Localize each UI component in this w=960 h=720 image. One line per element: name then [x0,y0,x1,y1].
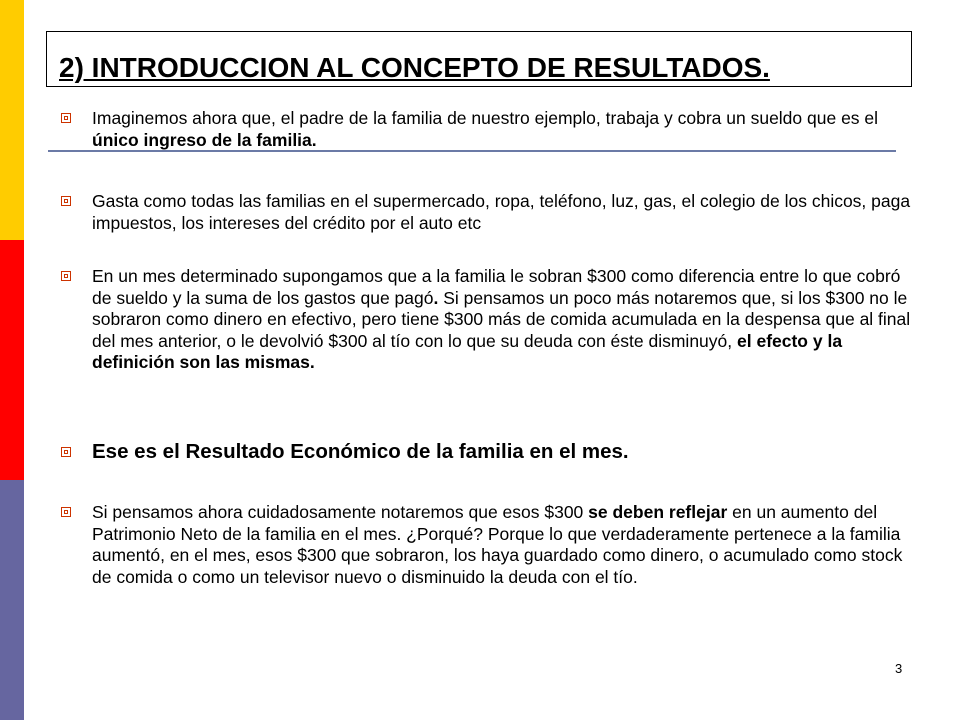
bullet-text: Imaginemos ahora que, el padre de la familia de nuestro ejemplo, trabaja y cobra un sueldo que es el [92,108,879,128]
bullet-item-3 [92,266,912,374]
bullet-text: Si pensamos un poco más notaremos que, si los $300 no le sobraron como dinero en efectivo, pero tiene $300 más de comida acumulada en la despensa que al final del mes anterior, o le devolvió $300 al tío con lo que su deuda con éste disminuyó, [92,287,911,351]
bullet-text: Gasta como todas las familias en el supermercado, ropa, teléfono, luz, gas, el colegio de los chicos, paga impuestos, los intereses del crédito por el auto etc [92,191,911,233]
bullet-bold-text: se deben reflejar [588,502,728,522]
bullet-item-1 [92,108,912,151]
page-number: 3 [895,661,903,676]
square-bullet-icon [61,271,71,281]
square-bullet-icon [61,113,71,123]
bullet-item-2 [92,191,912,234]
slide-title: 2) INTRODUCCION AL CONCEPTO DE RESULTADOS. [59,52,770,83]
bullet-text: Ese es el Resultado Económico de la familia en el mes. [92,440,629,463]
bullet-item-4 [92,440,912,464]
bullet-text: Si pensamos ahora cuidadosamente notaremos que esos $300 [92,502,589,522]
bullet-text: en un aumento del Patrimonio Neto de la familia en el mes. ¿Porqué? Porque lo que verdaderamente pertenece a la familia aumentó, en el mes, esos $300 que sobraron, los haya guardado como dinero, o acumulado como stock de comida o como un televisor nuevo o disminuido la deuda con el tío. [92,502,903,587]
bullet-text: En un mes determinado supongamos que a la familia le sobran $300 como diferencia entre lo que cobró de sueldo y la suma de los gastos que pagó [92,266,901,308]
square-bullet-icon [61,447,71,457]
bullet-bold-text: . [433,287,439,308]
bullet-bold-text: único ingreso de la familia. [92,129,317,150]
square-bullet-icon [61,507,71,517]
bullet-item-5 [92,502,912,588]
bullet-bold-text: el efecto y la definición son las mismas. [92,330,843,372]
square-bullet-icon [61,196,71,206]
